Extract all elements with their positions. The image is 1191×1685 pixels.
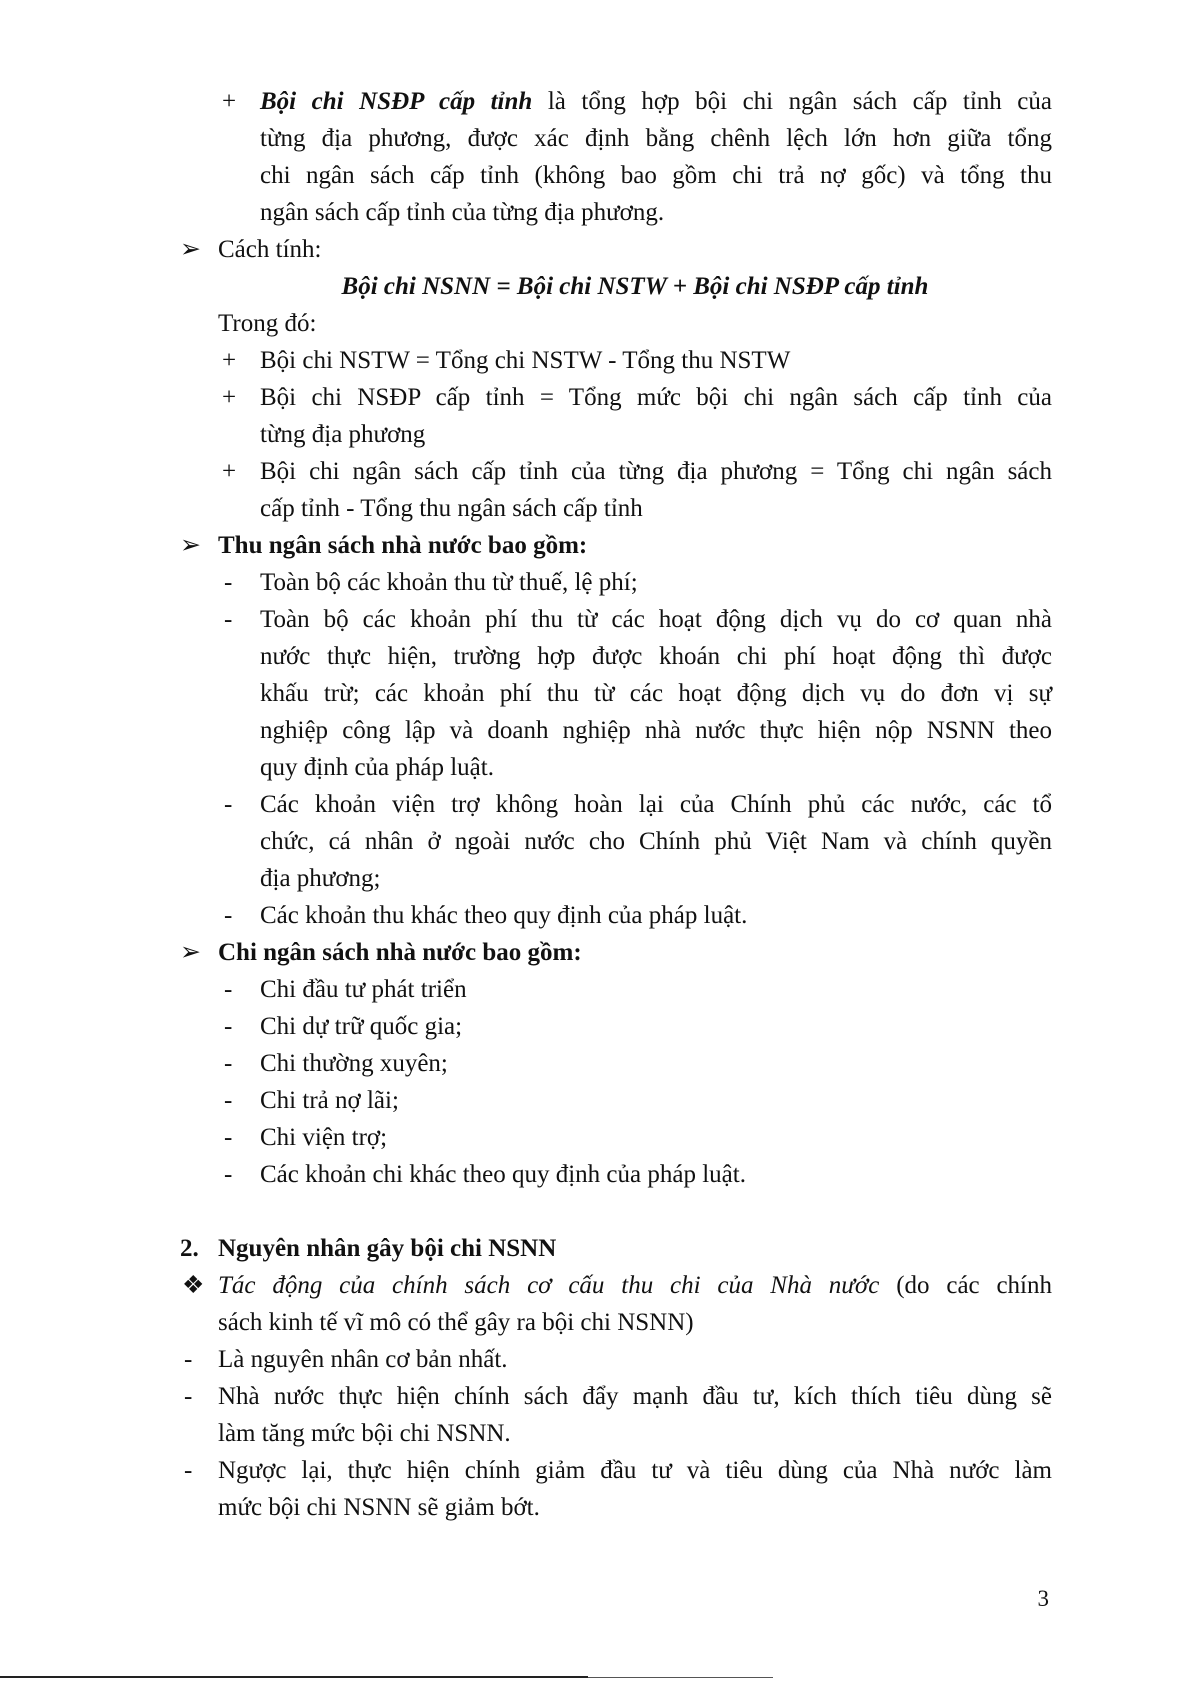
section-2-sub-rest: (do các chính — [879, 1272, 1052, 1299]
intro-line-1 — [260, 87, 1052, 117]
plus-marker: + — [222, 384, 237, 411]
intro-line-2: từng địa phương, được xác định bằng chênh lệch lớn hơn giữa tổng — [260, 125, 1052, 152]
thu-item-2-line-1: Toàn bộ các khoản phí thu từ các hoạt động dịch vụ do cơ quan nhà — [260, 606, 1052, 633]
formula-item-1: Bội chi NSTW = Tổng chi NSTW - Tổng thu NSTW — [260, 347, 791, 374]
thu-item-2-line-3: khấu trừ; các khoản phí thu từ các hoạt động dịch vụ do đơn vị sự — [260, 680, 1052, 707]
cause-item-1: Là nguyên nhân cơ bản nhất. — [218, 1346, 508, 1373]
page-number: 3 — [1037, 1586, 1049, 1611]
formula: Bội chi NSNN = Bội chi NSTW + Bội chi NSĐP cấp tỉnh — [341, 273, 929, 300]
formula-item-3-line-1: Bội chi ngân sách cấp tỉnh của từng địa phương = Tổng chi ngân sách — [260, 458, 1052, 485]
section-2-sub-line-1 — [218, 1271, 1052, 1301]
intro-line-1-text: là tổng hợp bội chi ngân sách cấp tỉnh của — [532, 88, 1053, 115]
cause-item-2-line-2: làm tăng mức bội chi NSNN. — [218, 1420, 511, 1447]
formula-item-2-line-1: Bội chi NSĐP cấp tỉnh = Tổng mức bội chi ngân sách cấp tỉnh của — [260, 384, 1052, 411]
chi-item-1: Chi đầu tư phát triển — [260, 976, 467, 1003]
cach-tinh-label: Cách tính: — [218, 236, 322, 263]
thu-item-1: Toàn bộ các khoản thu từ thuế, lệ phí; — [260, 569, 638, 596]
thu-item-2-line-5: quy định của pháp luật. — [260, 754, 494, 781]
dash-marker: - — [224, 1161, 233, 1188]
thu-item-3-line-3: địa phương; — [260, 865, 381, 892]
section-2-heading: Nguyên nhân gây bội chi NSNN — [218, 1235, 557, 1262]
chi-item-2: Chi dự trữ quốc gia; — [260, 1013, 463, 1040]
dash-marker: - — [184, 1457, 193, 1484]
formula-item-3-line-2: cấp tỉnh - Tổng thu ngân sách cấp tỉnh — [260, 495, 643, 522]
cause-item-2-line-1: Nhà nước thực hiện chính sách đẩy mạnh đầu tư, kích thích tiêu dùng sẽ — [218, 1383, 1052, 1410]
dash-marker: - — [224, 1087, 233, 1114]
thu-item-2-line-4: nghiệp công lập và doanh nghiệp nhà nước thực hiện nộp NSNN theo — [260, 717, 1052, 744]
footer-rule-thin — [588, 1677, 773, 1678]
chi-heading: Chi ngân sách nhà nước bao gồm: — [218, 939, 582, 966]
section-2-sub-line-2: sách kinh tế vĩ mô có thể gây ra bội chi NSNN) — [218, 1309, 694, 1336]
chi-item-5: Chi viện trợ; — [260, 1124, 388, 1151]
formula-item-2-line-2: từng địa phương — [260, 421, 426, 448]
arrow-bullet-icon: ➢ — [180, 939, 201, 966]
dash-marker: - — [224, 902, 233, 929]
thu-item-2-line-2: nước thực hiện, trường hợp được khoán chi phí hoạt động thì được — [260, 643, 1052, 670]
diamond-bullet-icon: ❖ — [182, 1272, 205, 1299]
intro-line-4: ngân sách cấp tỉnh của từng địa phương. — [260, 199, 665, 226]
thu-item-4: Các khoản thu khác theo quy định của pháp luật. — [260, 902, 748, 929]
dash-marker: - — [224, 1124, 233, 1151]
dash-marker: - — [224, 791, 233, 818]
dash-marker: - — [224, 606, 233, 633]
dash-marker: - — [224, 1013, 233, 1040]
plus-marker: + — [222, 458, 237, 485]
intro-line-3: chi ngân sách cấp tỉnh (không bao gồm chi trả nợ gốc) và tổng thu — [260, 162, 1052, 189]
thu-item-3-line-1: Các khoản viện trợ không hoàn lại của Chính phủ các nước, các tổ — [260, 791, 1052, 818]
dash-marker: - — [224, 976, 233, 1003]
section-2-number: 2. — [180, 1235, 199, 1262]
arrow-bullet-icon: ➢ — [180, 532, 201, 559]
dash-marker: - — [184, 1346, 193, 1373]
plus-marker: + — [222, 347, 237, 374]
arrow-bullet-icon: ➢ — [180, 236, 201, 263]
dash-marker: - — [184, 1383, 193, 1410]
chi-item-3: Chi thường xuyên; — [260, 1050, 448, 1077]
footer-rule — [0, 1676, 588, 1678]
thu-heading: Thu ngân sách nhà nước bao gồm: — [218, 532, 588, 559]
chi-item-4: Chi trả nợ lãi; — [260, 1087, 399, 1114]
trong-do-label: Trong đó: — [218, 310, 317, 337]
cause-item-3-line-1: Ngược lại, thực hiện chính giảm đầu tư và tiêu dùng của Nhà nước làm — [218, 1457, 1052, 1484]
plus-marker: + — [222, 88, 237, 115]
dash-marker: - — [224, 569, 233, 596]
chi-item-6: Các khoản chi khác theo quy định của pháp luật. — [260, 1161, 746, 1188]
section-2-sub-title: Tác động của chính sách cơ cấu thu chi của Nhà nước — [218, 1272, 880, 1299]
intro-term: Bội chi NSĐP cấp tỉnh — [260, 88, 533, 115]
dash-marker: - — [224, 1050, 233, 1077]
thu-item-3-line-2: chức, cá nhân ở ngoài nước cho Chính phủ Việt Nam và chính quyền — [260, 828, 1052, 855]
cause-item-3-line-2: mức bội chi NSNN sẽ giảm bớt. — [218, 1494, 540, 1521]
